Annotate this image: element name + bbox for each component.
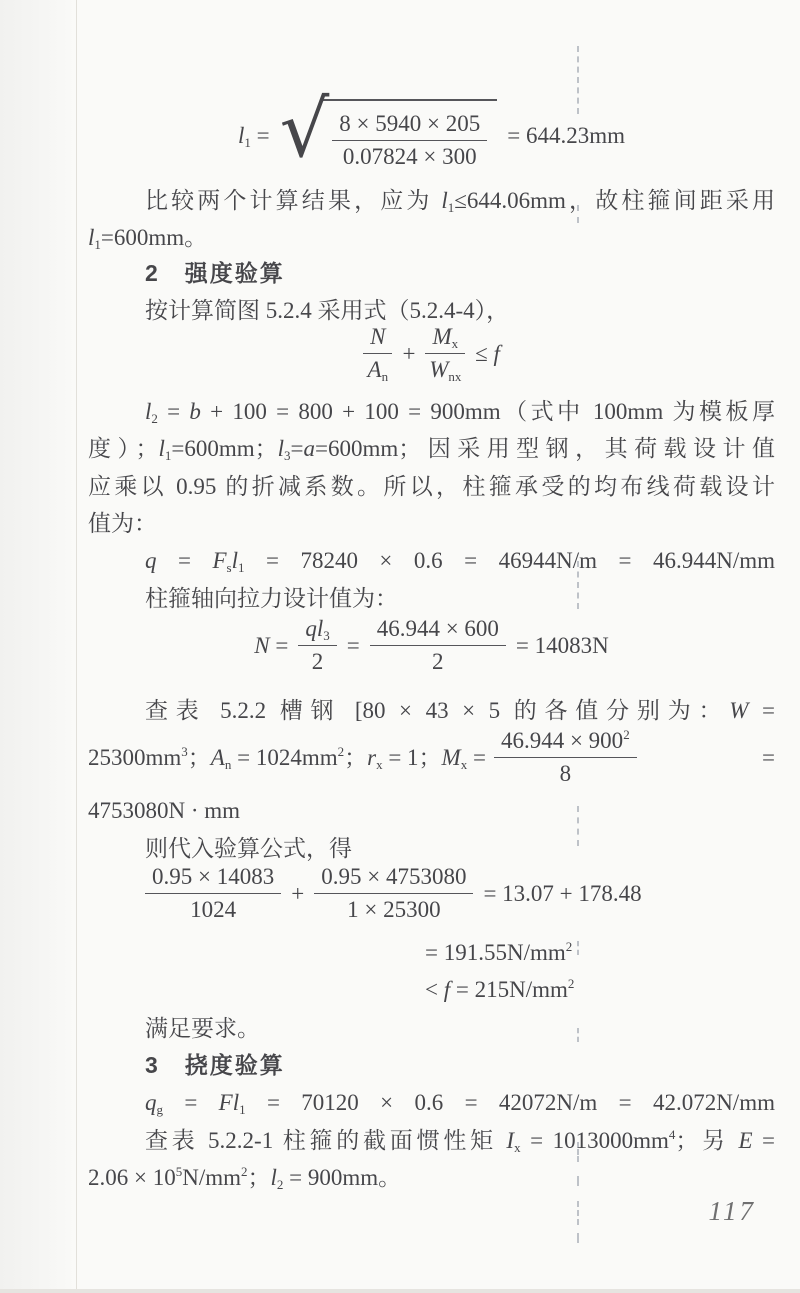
fraction <box>332 109 487 172</box>
fraction <box>363 322 392 385</box>
text-line-elastic-modulus: $2.06 \times 10^5N/mm^2$；$l_2 = 900mm$。 <box>88 1164 402 1192</box>
fold-crease-dash <box>577 1233 579 1243</box>
fraction <box>370 614 506 677</box>
equals-sign: = <box>762 744 775 770</box>
page-number: 117 <box>708 1196 756 1226</box>
equation-lhs: $l_1$ = <box>237 122 270 150</box>
equation-result: = 644.23mm <box>507 122 626 148</box>
scan-page-edge-line <box>76 0 77 1293</box>
scan-bottom-edge <box>0 1289 800 1293</box>
text-line-l1-600: $l_1=600mm$。 <box>88 225 208 252</box>
equation-lhs: N = <box>254 632 289 658</box>
fraction-denominator: 8 <box>559 760 572 786</box>
equation-l1-spacing <box>88 85 775 175</box>
fraction-denominator: $A_n$ <box>367 356 389 384</box>
fraction <box>494 726 637 789</box>
text-line-value-is: 值为： <box>88 511 157 536</box>
text-line-per-diagram: 按计算简图 5.2.4 采用式（5.2.4-4）， <box>145 298 510 323</box>
equation-strength-criterion <box>88 316 775 390</box>
section-heading-strength-check: 2 强度验算 <box>145 260 285 286</box>
fraction-numerator: 8 × 5940 × 205 <box>332 109 487 141</box>
text-line-thickness: 度）；$l_1=600mm$；$l_3=a=600mm$；因采用型钢，其荷载设计值 <box>88 436 775 463</box>
equation-verification <box>88 858 775 928</box>
equation-sum: = 13.07 + 178.48 <box>483 880 642 906</box>
fraction-denominator: 1 × 25300 <box>347 896 441 922</box>
fraction-denominator: 1024 <box>190 896 237 922</box>
text-line-substitute: 则代入验算公式，得 <box>145 836 352 861</box>
fraction-denominator: 2 <box>311 648 324 674</box>
fraction <box>145 862 281 925</box>
text-line-axial-tension: 柱箍轴向拉力设计值为： <box>145 586 398 611</box>
fraction-denominator: $W_{nx}$ <box>429 356 462 384</box>
plus-operator: + <box>402 340 416 366</box>
fraction-numerator: N <box>363 322 392 354</box>
equation-rhs: ≤ f <box>475 340 500 366</box>
equation-result: = 14083N <box>515 632 609 658</box>
fraction <box>298 614 336 677</box>
plus-operator: + <box>291 880 305 906</box>
text-line-l2-calc: $l_2 = b + 100 = 800 + 100 = 900mm$（式中 100mm 为模板厚 <box>145 399 775 426</box>
fraction-numerator: 0.95 × 4753080 <box>314 862 473 894</box>
text-line-inertia: 查表 5.2.2-1 柱箍的截面惯性矩 $I_x = 1013000mm^4$；另 E = <box>145 1127 775 1155</box>
scan-page-edge <box>0 0 76 1293</box>
text-line-reduction-factor: 应乘以 0.95 的折减系数。所以，柱箍承受的均布线荷载设计 <box>88 474 775 499</box>
equation-stress-result: = $191.55N/mm^2$ <box>425 939 573 965</box>
text-line-moment-result: 4753080N · mm <box>88 798 241 823</box>
text-line-compare-results: 比较两个计算结果，应为 $l_1\le 644.06mm$，故柱箍间距采用 <box>145 188 776 215</box>
fraction-numerator: $ql_3$ <box>298 614 336 646</box>
section-values-text: $25300mm^3$；$A_n = 1024mm^2$；$r_x = 1$；$M_x$ = <box>88 743 486 772</box>
fraction-numerator: $46.944 \times 900^2$ <box>494 726 637 758</box>
square-root: √ $\frac{8 \times 5940 \times 205}{0.07824 \times 300}$ <box>280 99 498 172</box>
equation-qg-line-load: $q_g = Fl_1 = 70120 \times 0.6 = 42072N/m = 42.072N/mm$ <box>145 1090 775 1117</box>
equation-q-line-load: $q = F_sl_1 = 78240 \times 0.6 = 46944N/m = 46.944N/mm$ <box>145 548 775 575</box>
fraction-numerator: 46.944 × 600 <box>370 614 506 646</box>
fraction <box>314 862 473 925</box>
equals-sign: = <box>346 632 360 658</box>
fold-crease-dash <box>577 1201 579 1225</box>
fraction <box>425 322 465 385</box>
text-line-satisfies: 满足要求。 <box>145 1016 260 1041</box>
equation-axial-force <box>88 610 775 680</box>
text-line-section-values <box>88 724 775 790</box>
fraction-denominator: 2 <box>432 648 444 674</box>
fraction-denominator: 0.07824 × 300 <box>342 143 477 169</box>
text-line-table-522: 查表 5.2.2 槽钢 [80 × 43 × 5 的各值分别为：W = <box>145 698 775 723</box>
equation-stress-limit: < $f = 215N/mm^2$ <box>425 976 575 1002</box>
fraction-numerator: $M_x$ <box>425 322 465 354</box>
section-heading-deflection-check: 3 挠度验算 <box>145 1052 285 1078</box>
fraction-numerator: 0.95 × 14083 <box>145 862 281 894</box>
